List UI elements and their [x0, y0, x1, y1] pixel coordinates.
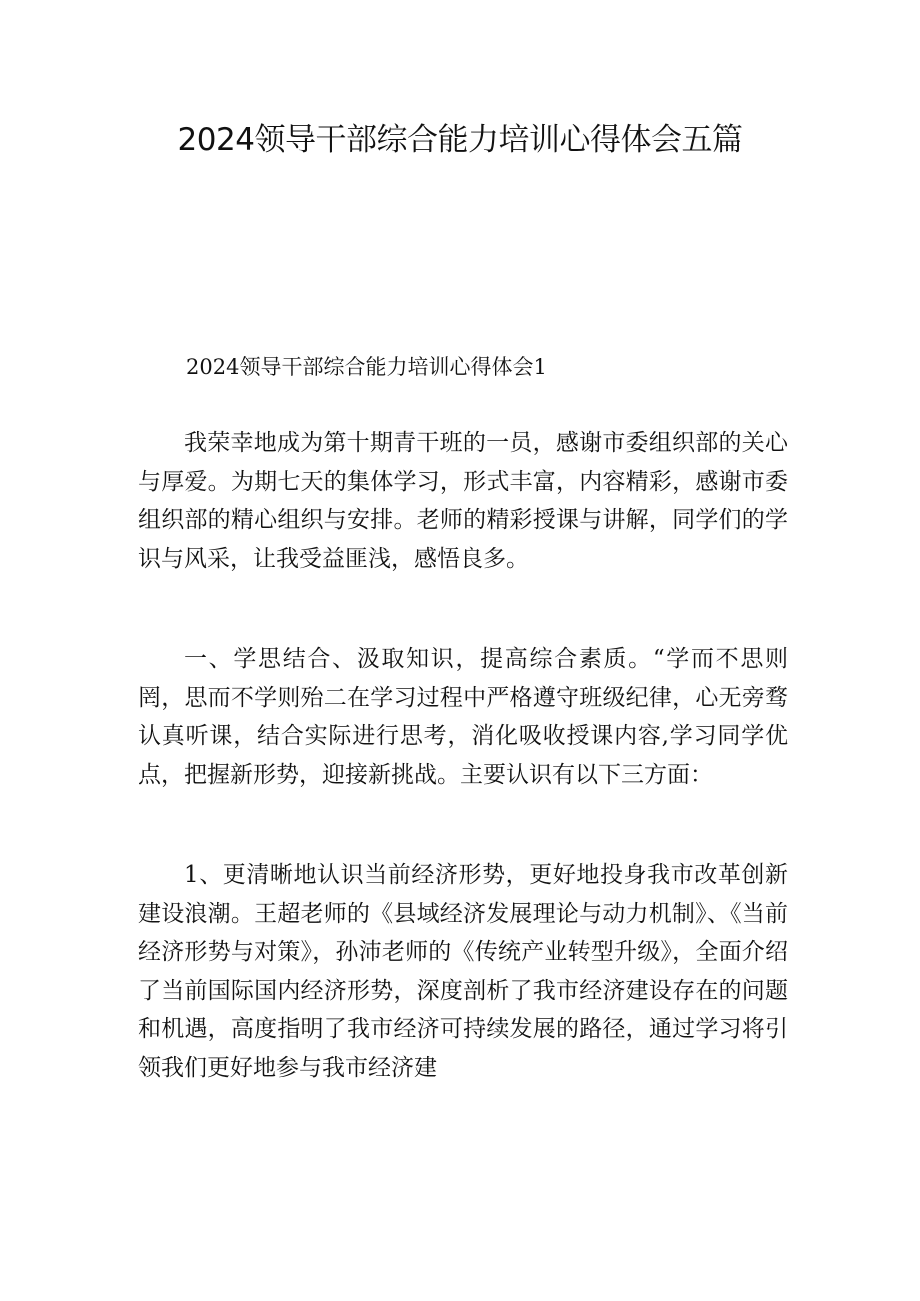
body-paragraph: 我荣幸地成为第十期青干班的一员，感谢市委组织部的关心与厚爱。为期七天的集体学习，形式丰富，内容精彩，感谢市委组织部的精心组织与安排。老师的精彩授课与讲解，同学们的学识与风采，让我受益匪浅，感悟良多。 [138, 430, 788, 572]
body-paragraph: 1、更清晰地认识当前经济形势，更好地投身我市改革创新建设浪潮。王超老师的《县域经济发展理论与动力机制》、《当前经济形势与对策》，孙沛老师的《传统产业转型升级》，全面介绍了当前国际国内经济形势，深度剖析了我市经济建设存在的问题和机遇，高度指明了我市经济可持续发展的路径，通过学习将引领我们更好地参与我市经济建 [138, 862, 788, 1081]
body-paragraph: 一、学思结合、汲取知识，提高综合素质。“学而不思则罔，思而不学则殆二在学习过程中严格遵守班级纪律，心无旁骛认真听课，结合实际进行思考，消化吸收授课内容,学习同学优点，把握新形势，迎接新挑战。主要认识有以下三方面： [138, 646, 788, 788]
document-title: 2024领导干部综合能力培训心得体会五篇 [177, 122, 743, 158]
section-heading: 2024领导干部综合能力培训心得体会1 [186, 355, 547, 379]
